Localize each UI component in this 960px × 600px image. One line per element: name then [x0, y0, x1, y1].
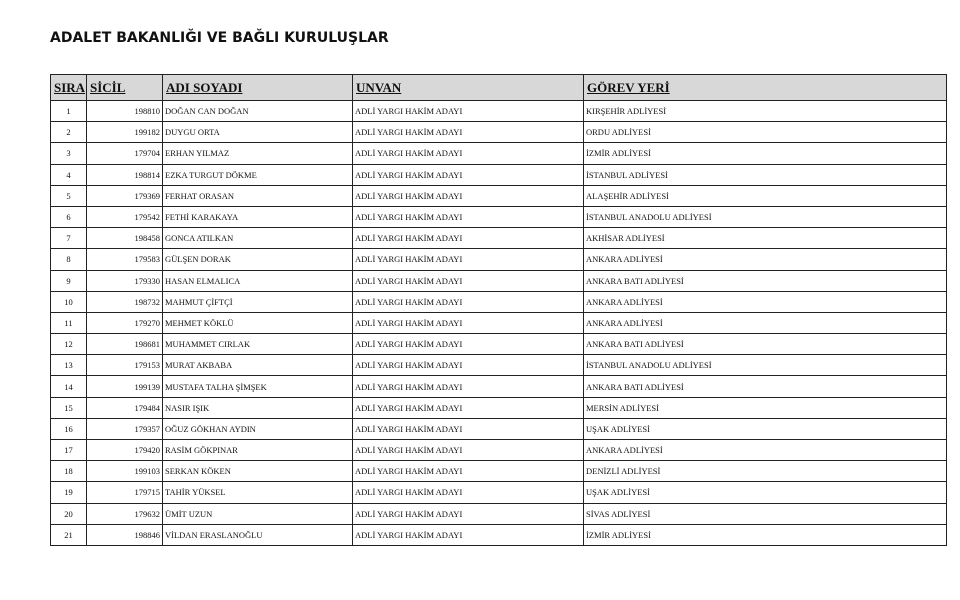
row-name: GONCA ATILKAN — [163, 228, 353, 249]
row-title: ADLİ YARGI HAKİM ADAYI — [353, 249, 584, 270]
table-row — [51, 143, 947, 164]
row-place: İZMİR ADLİYESİ — [584, 524, 947, 545]
table-row — [51, 185, 947, 206]
row-place: ANKARA ADLİYESİ — [584, 312, 947, 333]
header-sira: SIRA — [51, 75, 87, 101]
row-title: ADLİ YARGI HAKİM ADAYI — [353, 291, 584, 312]
row-sira: 18 — [51, 461, 87, 482]
row-place: ANKARA ADLİYESİ — [584, 249, 947, 270]
row-title: ADLİ YARGI HAKİM ADAYI — [353, 228, 584, 249]
row-name: DUYGU ORTA — [163, 122, 353, 143]
row-place: UŞAK ADLİYESİ — [584, 482, 947, 503]
row-sira: 7 — [51, 228, 87, 249]
assignment-table — [50, 74, 947, 546]
row-title: ADLİ YARGI HAKİM ADAYI — [353, 312, 584, 333]
row-sira: 19 — [51, 482, 87, 503]
row-sira: 5 — [51, 185, 87, 206]
row-place: ANKARA ADLİYESİ — [584, 291, 947, 312]
row-name: MAHMUT ÇİFTÇİ — [163, 291, 353, 312]
row-sicil: 199182 — [87, 122, 163, 143]
row-place: KIRŞEHİR ADLİYESİ — [584, 101, 947, 122]
row-sira: 3 — [51, 143, 87, 164]
row-name: OĞUZ GÖKHAN AYDIN — [163, 418, 353, 439]
table-row — [51, 101, 947, 122]
table-row — [51, 291, 947, 312]
row-sicil: 179715 — [87, 482, 163, 503]
row-name: MEHMET KÖKLÜ — [163, 312, 353, 333]
header-gorev-yeri: GÖREV YERİ — [584, 75, 947, 101]
row-title: ADLİ YARGI HAKİM ADAYI — [353, 185, 584, 206]
row-name: NASIR IŞIK — [163, 397, 353, 418]
row-sira: 15 — [51, 397, 87, 418]
page-title: ADALET BAKANLIĞI VE BAĞLI KURULUŞLAR — [50, 30, 389, 46]
row-place: ANKARA BATI ADLİYESİ — [584, 376, 947, 397]
row-sicil: 179330 — [87, 270, 163, 291]
row-title: ADLİ YARGI HAKİM ADAYI — [353, 101, 584, 122]
row-sira: 1 — [51, 101, 87, 122]
row-sicil: 179632 — [87, 503, 163, 524]
row-sicil: 198814 — [87, 164, 163, 185]
row-sicil: 179704 — [87, 143, 163, 164]
row-place: İZMİR ADLİYESİ — [584, 143, 947, 164]
row-title: ADLİ YARGI HAKİM ADAYI — [353, 524, 584, 545]
row-sicil: 199139 — [87, 376, 163, 397]
row-title: ADLİ YARGI HAKİM ADAYI — [353, 355, 584, 376]
row-place: ORDU ADLİYESİ — [584, 122, 947, 143]
row-title: ADLİ YARGI HAKİM ADAYI — [353, 270, 584, 291]
row-place: İSTANBUL ANADOLU ADLİYESİ — [584, 206, 947, 227]
row-place: ANKARA ADLİYESİ — [584, 440, 947, 461]
row-name: TAHİR YÜKSEL — [163, 482, 353, 503]
row-title: ADLİ YARGI HAKİM ADAYI — [353, 143, 584, 164]
table-header-row — [51, 75, 947, 101]
header-adi-soyadi: ADI SOYADI — [163, 75, 353, 101]
row-sira: 21 — [51, 524, 87, 545]
row-sicil: 179369 — [87, 185, 163, 206]
row-name: EZKA TURGUT DÖKME — [163, 164, 353, 185]
row-name: MUHAMMET CIRLAK — [163, 334, 353, 355]
row-place: UŞAK ADLİYESİ — [584, 418, 947, 439]
table-row — [51, 524, 947, 545]
row-place: ANKARA BATI ADLİYESİ — [584, 270, 947, 291]
table-body — [51, 101, 947, 546]
row-title: ADLİ YARGI HAKİM ADAYI — [353, 122, 584, 143]
row-sicil: 198810 — [87, 101, 163, 122]
header-unvan: UNVAN — [353, 75, 584, 101]
row-title: ADLİ YARGI HAKİM ADAYI — [353, 503, 584, 524]
table-row — [51, 503, 947, 524]
table-row — [51, 461, 947, 482]
table-row — [51, 122, 947, 143]
row-sicil: 179420 — [87, 440, 163, 461]
row-title: ADLİ YARGI HAKİM ADAYI — [353, 418, 584, 439]
table-row — [51, 164, 947, 185]
row-name: GÜLŞEN DORAK — [163, 249, 353, 270]
row-sira: 8 — [51, 249, 87, 270]
row-name: RASİM GÖKPINAR — [163, 440, 353, 461]
row-sicil: 198681 — [87, 334, 163, 355]
row-place: ALAŞEHİR ADLİYESİ — [584, 185, 947, 206]
row-name: FERHAT ORASAN — [163, 185, 353, 206]
row-sira: 11 — [51, 312, 87, 333]
row-place: MERSİN ADLİYESİ — [584, 397, 947, 418]
table-row — [51, 376, 947, 397]
table-row — [51, 312, 947, 333]
table-row — [51, 249, 947, 270]
row-sicil: 179270 — [87, 312, 163, 333]
row-name: FETHİ KARAKAYA — [163, 206, 353, 227]
row-name: VİLDAN ERASLANOĞLU — [163, 524, 353, 545]
row-title: ADLİ YARGI HAKİM ADAYI — [353, 376, 584, 397]
table-row — [51, 270, 947, 291]
row-place: DENİZLİ ADLİYESİ — [584, 461, 947, 482]
row-place: AKHİSAR ADLİYESİ — [584, 228, 947, 249]
row-sira: 2 — [51, 122, 87, 143]
row-sira: 20 — [51, 503, 87, 524]
row-title: ADLİ YARGI HAKİM ADAYI — [353, 482, 584, 503]
row-title: ADLİ YARGI HAKİM ADAYI — [353, 440, 584, 461]
table-row — [51, 334, 947, 355]
row-sira: 14 — [51, 376, 87, 397]
row-name: MURAT AKBABA — [163, 355, 353, 376]
row-sicil: 198732 — [87, 291, 163, 312]
row-sira: 12 — [51, 334, 87, 355]
row-sicil: 179357 — [87, 418, 163, 439]
row-sira: 6 — [51, 206, 87, 227]
table-row — [51, 440, 947, 461]
row-sira: 17 — [51, 440, 87, 461]
row-name: SERKAN KÖKEN — [163, 461, 353, 482]
row-name: ERHAN YILMAZ — [163, 143, 353, 164]
row-title: ADLİ YARGI HAKİM ADAYI — [353, 461, 584, 482]
row-name: MUSTAFA TALHA ŞİMŞEK — [163, 376, 353, 397]
row-place: SİVAS ADLİYESİ — [584, 503, 947, 524]
row-sira: 9 — [51, 270, 87, 291]
row-title: ADLİ YARGI HAKİM ADAYI — [353, 334, 584, 355]
table-row — [51, 228, 947, 249]
row-title: ADLİ YARGI HAKİM ADAYI — [353, 206, 584, 227]
row-sicil: 198458 — [87, 228, 163, 249]
row-sicil: 179484 — [87, 397, 163, 418]
table-row — [51, 206, 947, 227]
row-sicil: 198846 — [87, 524, 163, 545]
row-name: HASAN ELMALICA — [163, 270, 353, 291]
row-place: İSTANBUL ANADOLU ADLİYESİ — [584, 355, 947, 376]
table-row — [51, 397, 947, 418]
header-sicil: SİCİL — [87, 75, 163, 101]
row-name: ÜMİT UZUN — [163, 503, 353, 524]
row-sicil: 199103 — [87, 461, 163, 482]
row-sicil: 179153 — [87, 355, 163, 376]
row-place: İSTANBUL ADLİYESİ — [584, 164, 947, 185]
row-sira: 16 — [51, 418, 87, 439]
table-row — [51, 482, 947, 503]
table-row — [51, 355, 947, 376]
table-row — [51, 418, 947, 439]
row-title: ADLİ YARGI HAKİM ADAYI — [353, 397, 584, 418]
row-place: ANKARA BATI ADLİYESİ — [584, 334, 947, 355]
row-title: ADLİ YARGI HAKİM ADAYI — [353, 164, 584, 185]
row-sira: 10 — [51, 291, 87, 312]
row-sicil: 179583 — [87, 249, 163, 270]
row-sicil: 179542 — [87, 206, 163, 227]
row-sira: 4 — [51, 164, 87, 185]
row-name: DOĞAN CAN DOĞAN — [163, 101, 353, 122]
row-sira: 13 — [51, 355, 87, 376]
